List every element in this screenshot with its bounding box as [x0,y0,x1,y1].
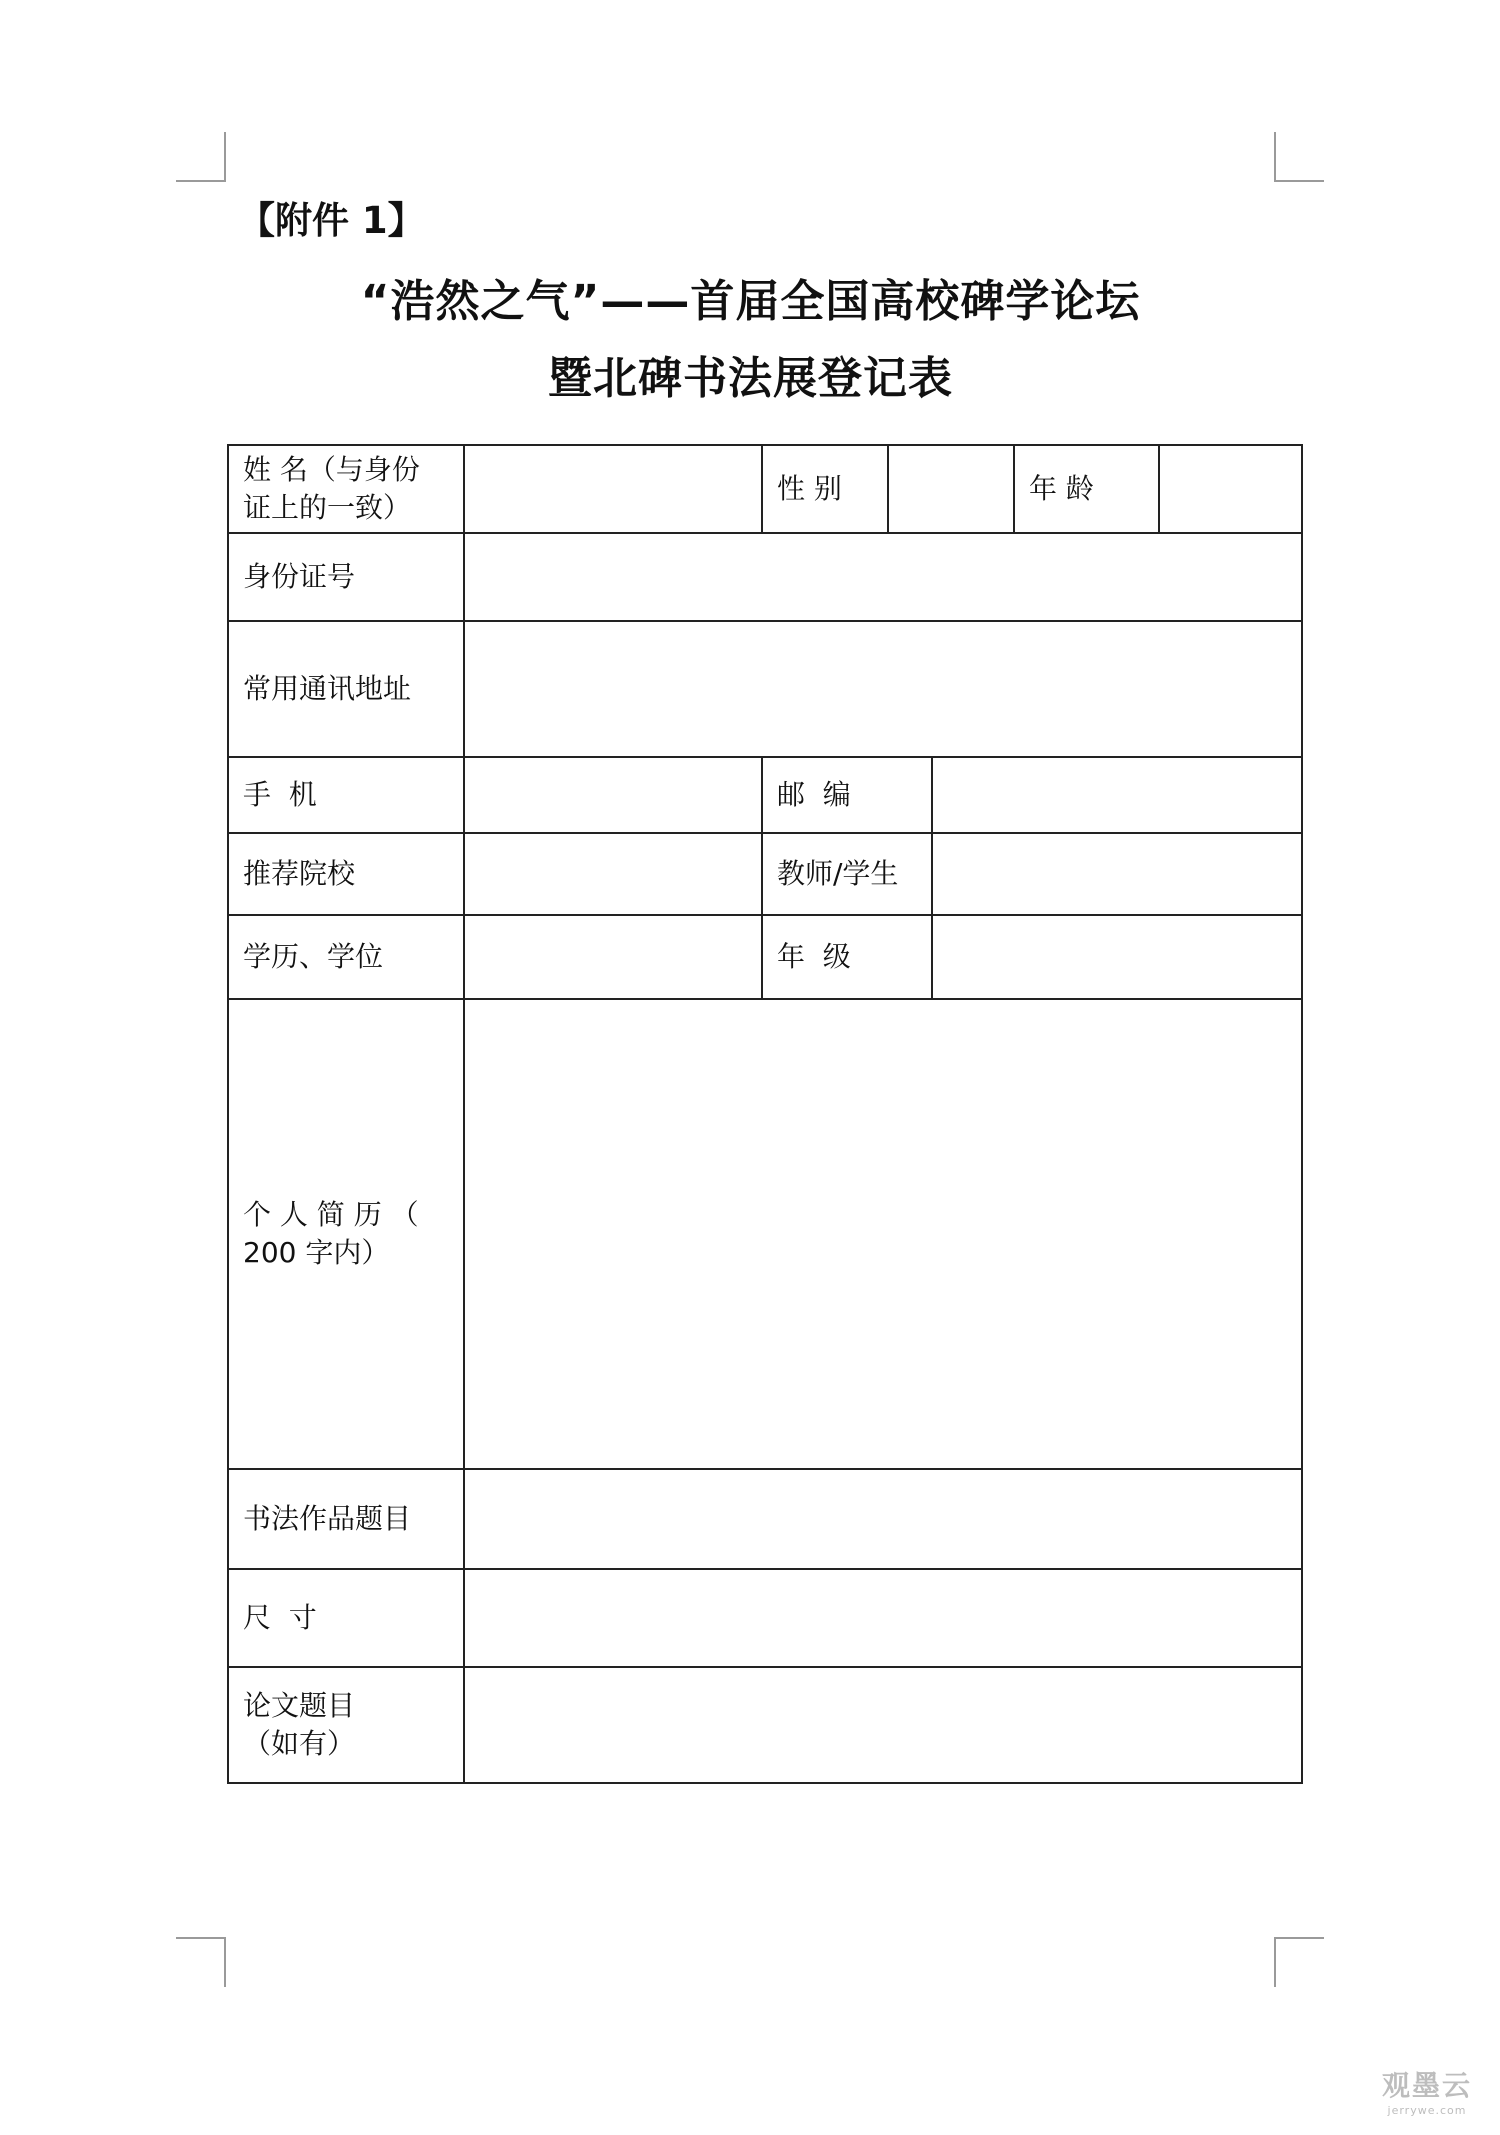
row-phone [228,757,1302,833]
crop-mark-bottom-left [176,1937,226,1987]
size-field[interactable] [464,1569,1302,1667]
row-paper-title [228,1667,1302,1783]
resume-field[interactable] [464,999,1302,1469]
name-field[interactable] [464,445,762,533]
size-label: 尺 寸 [228,1569,464,1667]
phone-label: 手 机 [228,757,464,833]
age-field[interactable] [1159,445,1302,533]
registration-form-table [227,444,1303,1784]
resume-label: 个 人 简 历 （ 200 字内） [228,999,464,1469]
row-address [228,621,1302,757]
row-id [228,533,1302,621]
row-school [228,833,1302,915]
title-line-1: “浩然之气”——首届全国高校碑学论坛 [360,276,1141,327]
row-name [228,445,1302,533]
degree-label: 学历、学位 [228,915,464,999]
name-label: 姓 名（与身份 证上的一致） [228,445,464,533]
watermark-text: 观墨云 [1381,2069,1472,2102]
work-title-label: 书法作品题目 [228,1469,464,1569]
role-field[interactable] [932,833,1302,915]
age-label: 年 龄 [1014,445,1159,533]
paper-title-label: 论文题目 （如有） [228,1667,464,1783]
degree-field[interactable] [464,915,762,999]
grade-field[interactable] [932,915,1302,999]
row-work-title [228,1469,1302,1569]
school-field[interactable] [464,833,762,915]
row-size [228,1569,1302,1667]
attachment-label: 【附件 1】 [238,199,425,242]
crop-mark-bottom-right [1274,1937,1324,1987]
role-label: 教师/学生 [762,833,932,915]
address-field[interactable] [464,621,1302,757]
crop-mark-top-left [176,132,226,182]
work-title-field[interactable] [464,1469,1302,1569]
phone-field[interactable] [464,757,762,833]
row-degree [228,915,1302,999]
gender-label: 性 别 [762,445,888,533]
address-label: 常用通讯地址 [228,621,464,757]
watermark-url: jerrywe.com [1387,2104,1467,2117]
school-label: 推荐院校 [228,833,464,915]
id-number-label: 身份证号 [228,533,464,621]
watermark [1382,2064,1472,2117]
title-line-2: 暨北碑书法展登记表 [548,353,953,404]
crop-mark-top-right [1274,132,1324,182]
postcode-label: 邮 编 [762,757,932,833]
paper-title-field[interactable] [464,1667,1302,1783]
id-number-field[interactable] [464,533,1302,621]
postcode-field[interactable] [932,757,1302,833]
grade-label: 年 级 [762,915,932,999]
gender-field[interactable] [888,445,1014,533]
row-resume [228,999,1302,1469]
